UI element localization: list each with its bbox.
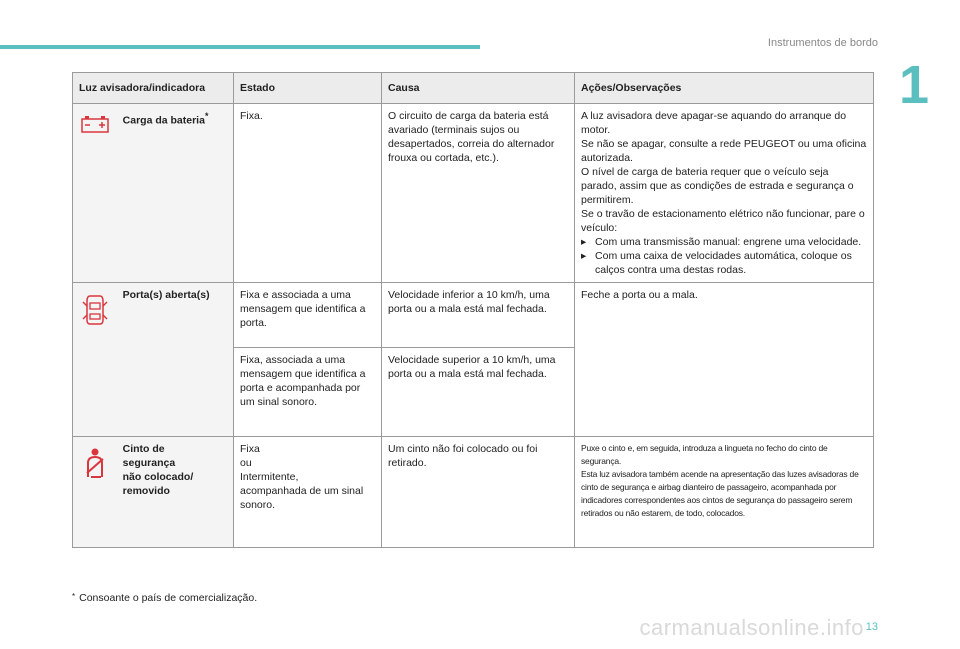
acoes-line: O nível de carga de bateria requer que o veículo seja parado, assim que as condições de estrada e segurança o permitirem. xyxy=(581,166,854,206)
causa-cell: Velocidade inferior a 10 km/h, uma porta ou a mala está mal fechada. xyxy=(382,283,575,348)
table-header-row xyxy=(73,73,874,104)
asterisk: * xyxy=(204,111,209,121)
acoes-cell xyxy=(575,104,874,283)
table-row xyxy=(73,283,874,348)
acoes-line: Se não se apagar, consulte a rede PEUGEOT ou uma oficina autorizada. xyxy=(581,138,867,164)
footnote-mark: * xyxy=(72,592,76,601)
header-estado: Estado xyxy=(234,73,382,104)
estado-cell: Fixa e associada a uma mensagem que identifica a porta. xyxy=(234,283,382,348)
estado-cell xyxy=(234,437,382,548)
bullet-text: Com uma transmissão manual: engrene uma velocidade. xyxy=(595,236,862,248)
battery-icon xyxy=(80,114,110,138)
header-luz: Luz avisadora/indicadora xyxy=(73,73,234,104)
light-name: segurança xyxy=(122,457,176,469)
causa-cell: Um cinto não foi colocado ou foi retirado. xyxy=(382,437,575,548)
door-open-icon xyxy=(82,293,108,331)
watermark: carmanualsonline.info xyxy=(639,615,864,640)
bullet-item: ▸ Com uma caixa de velocidades automática, coloque os calços contra uma destas rodas. xyxy=(581,250,852,276)
estado-line: Fixa xyxy=(240,443,260,455)
acoes-cell: Feche a porta ou a mala. xyxy=(575,283,874,437)
causa-cell: Velocidade superior a 10 km/h, uma porta ou a mala está mal fechada. xyxy=(382,348,575,437)
estado-line: acompanhada de um sinal sonoro. xyxy=(240,485,364,511)
section-title: Instrumentos de bordo xyxy=(767,37,878,49)
acoes-line: A luz avisadora deve apagar-se aquando do arranque do motor. xyxy=(581,110,847,136)
table-row xyxy=(73,437,874,548)
estado-line: ou xyxy=(240,457,252,469)
light-name: Porta(s) aberta(s) xyxy=(117,283,234,437)
acoes-line: Esta luz avisadora também acende na apresentação das luzes avisadoras de cinto de segurança e airbag dianteiro de passageiro, acompanhada por indicadores correspondentes aos cintos de segurança do passageiro serem retirados ou não estarem, de todo, colocados. xyxy=(581,469,859,518)
bullet-item: ▸ Com uma transmissão manual: engrene uma velocidade. xyxy=(581,236,862,248)
header-causa: Causa xyxy=(382,73,575,104)
footnote xyxy=(72,592,257,604)
footnote-text: Consoante o país de comercialização. xyxy=(79,592,258,604)
light-name: Carga da bateria xyxy=(122,114,205,127)
warning-lights-table xyxy=(72,72,874,548)
causa-cell: O circuito de carga da bateria está avariado (terminais sujos ou desapertados, correia do alternador frouxa ou cortada, etc.). xyxy=(382,104,575,283)
page-number: 13 xyxy=(865,621,878,633)
light-name: Cinto de xyxy=(122,443,165,455)
bullet-text: Com uma caixa de velocidades automática, coloque os calços contra uma destas rodas. xyxy=(595,250,852,276)
acoes-line: Se o travão de estacionamento elétrico não funcionar, pare o veículo: xyxy=(581,208,865,234)
seatbelt-icon xyxy=(83,447,107,483)
estado-cell: Fixa. xyxy=(234,104,382,283)
header-acoes: Ações/Observações xyxy=(575,73,874,104)
table-row xyxy=(73,104,874,283)
estado-line: Intermitente, xyxy=(240,471,299,483)
top-accent-bar xyxy=(0,45,480,49)
chapter-number: 1 xyxy=(899,55,930,115)
light-name: removido xyxy=(122,485,170,497)
light-name: não colocado/ xyxy=(122,471,194,483)
acoes-cell xyxy=(575,437,874,548)
estado-cell: Fixa, associada a uma mensagem que identifica a porta e acompanhada por um sinal sonoro. xyxy=(234,348,382,437)
acoes-line: Puxe o cinto e, em seguida, introduza a lingueta no fecho do cinto de segurança. xyxy=(581,443,828,466)
